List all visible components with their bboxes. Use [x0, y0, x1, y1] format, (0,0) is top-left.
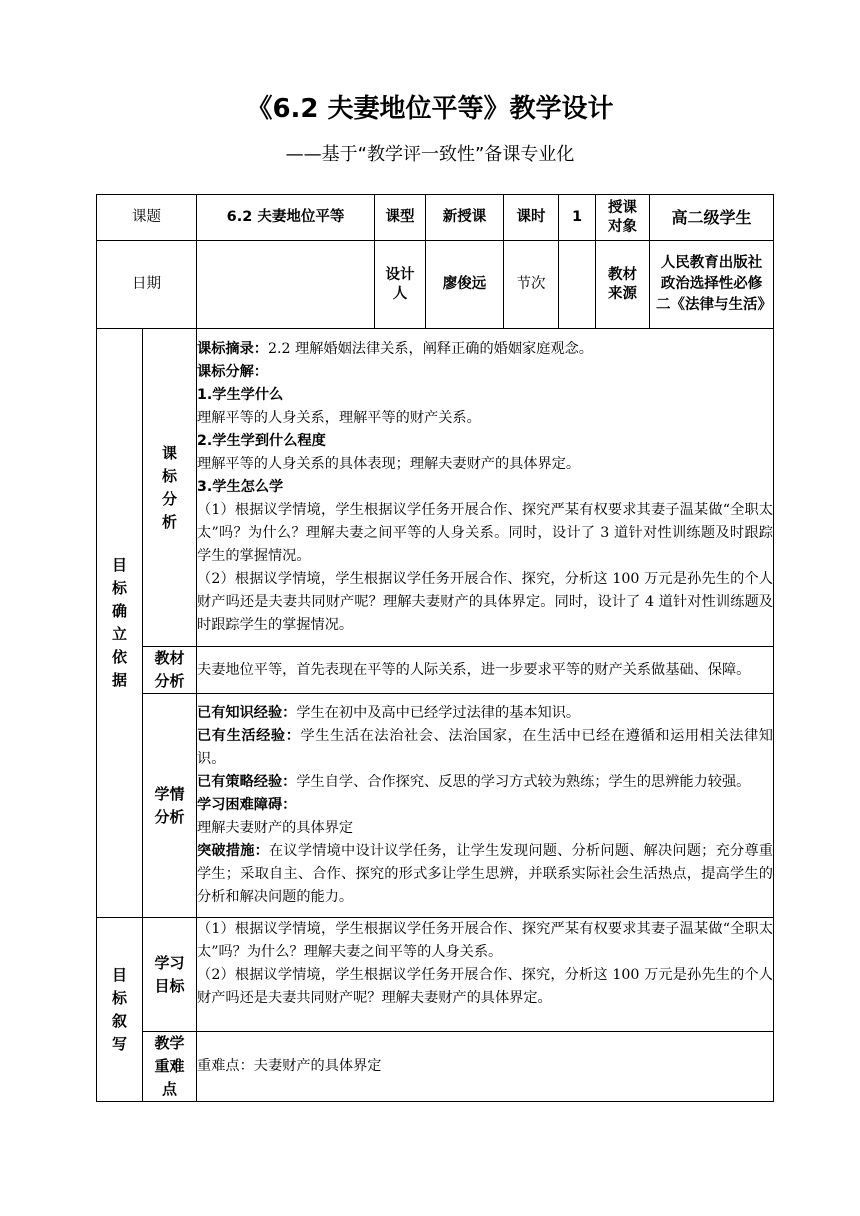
- lesson-design-table: [96, 194, 774, 1102]
- textbook-analysis-label: 教材分析: [154, 649, 185, 690]
- textbook-analysis-text: 夫妻地位平等，首先表现在平等的人际关系，进一步要求平等的财产关系做基础、保障。: [197, 661, 751, 678]
- knowledge-text: 学生在初中及高中已经学过法律的基本知识。: [296, 705, 581, 721]
- objectives-label: 学习目标: [154, 953, 185, 995]
- document-title: 《6.2 夫妻地位平等》教学设计: [246, 94, 614, 124]
- difficulty-text: 理解夫妻财产的具体界定: [197, 820, 354, 836]
- objectives-content: [197, 918, 774, 1032]
- learner-analysis-label: 学情分析: [154, 784, 185, 826]
- curriculum-label-cell: [143, 329, 197, 647]
- difficulty-label: 学习困难障碍：: [197, 797, 297, 813]
- breakdown-text-3: （1）根据议学情境，学生根据议学任务开展合作、探究严某有权要求其妻子温某做“全职太太”吗？为什么？理解夫妻之间平等的人身关系。同时，设计了 3 道针对性训练题及时跟踪学生的掌握情况。: [197, 502, 773, 564]
- breakdown-text-4: （2）根据议学情境，学生根据议学任务开展合作、探究，分析这 100 万元是孙先生的个人财产吗还是夫妻共同财产呢？理解夫妻财产的具体界定。同时，设计了 4 道针对性训练题及时跟踪学生的掌握情况。: [197, 571, 773, 633]
- textbook-source-value: 人民教育出版社政治选择性必修二《法律与生活》: [650, 241, 774, 329]
- session-value: [559, 241, 596, 329]
- type-value: 新授课: [426, 195, 504, 241]
- breakthrough-text: 在议学情境中设计议学任务，让学生发现问题、分析问题、解决问题；充分尊重学生；采取自主、合作、探究的形式多让学生思辨，并联系实际社会生活热点，提高学生的分析和解决问题的能力。: [197, 843, 773, 905]
- goals-section-label: 目标叙写: [111, 965, 127, 1053]
- hours-label: 课时: [504, 195, 559, 241]
- keypoints-label-cell: [143, 1032, 197, 1102]
- breakdown-text-2: 理解平等的人身关系的具体表现；理解夫妻财产的具体界定。: [197, 456, 581, 472]
- breakdown-heading-2: 2.学生学到什么程度: [197, 433, 326, 449]
- goals-section-cell: [97, 918, 143, 1102]
- learner-analysis-content: [197, 694, 774, 918]
- date-value: [197, 241, 375, 329]
- excerpt-label: 课标摘录：: [197, 341, 268, 357]
- breakthrough-label: 突破措施：: [197, 843, 270, 859]
- strategy-text: 学生自学、合作探究、反思的学习方式较为熟练；学生的思辨能力较强。: [296, 774, 751, 790]
- objective-2: （2）根据议学情境，学生根据议学任务开展合作、探究，分析这 100 万元是孙先生的个人财产吗还是夫妻共同财产呢？理解夫妻财产的具体界定。: [197, 967, 773, 1006]
- designer-label: 设计人: [375, 241, 426, 329]
- keypoints-row: [97, 1032, 774, 1102]
- objectives-label-cell: [143, 918, 197, 1032]
- info-row-2: [97, 241, 774, 329]
- curriculum-label: 课标分析: [161, 443, 177, 531]
- audience-value: 高二级学生: [650, 195, 774, 241]
- textbook-analysis-content: [197, 647, 774, 694]
- textbook-analysis-label-cell: [143, 647, 197, 694]
- session-label: 节次: [504, 241, 559, 329]
- textbook-source-label: 教材来源: [596, 241, 650, 329]
- strategy-label: 已有策略经验：: [197, 774, 297, 790]
- designer-value: 廖俊远: [426, 241, 504, 329]
- curriculum-analysis-row: [97, 329, 774, 647]
- topic-value: 6.2 夫妻地位平等: [197, 195, 375, 241]
- breakdown-text-1: 理解平等的人身关系，理解平等的财产关系。: [197, 410, 481, 426]
- breakdown-heading-3: 3.学生怎么学: [197, 479, 284, 495]
- breakdown-heading-1: 1.学生学什么: [197, 387, 284, 403]
- textbook-analysis-row: [97, 647, 774, 694]
- knowledge-label: 已有知识经验：: [197, 705, 297, 721]
- learner-analysis-label-cell: [143, 694, 197, 918]
- objective-1: （1）根据议学情境，学生根据议学任务开展合作、探究严某有权要求其妻子温某做“全职太太”吗？为什么？理解夫妻之间平等的人身关系。: [197, 921, 773, 960]
- breakdown-label: 课标分解：: [197, 364, 268, 380]
- type-label: 课型: [375, 195, 426, 241]
- info-row-1: [97, 195, 774, 241]
- keypoints-text: 重难点：夫妻财产的具体界定: [197, 1058, 382, 1074]
- basis-section-cell: [97, 329, 143, 918]
- life-experience-label: 已有生活经验：: [197, 728, 301, 744]
- topic-label: 课题: [97, 195, 197, 241]
- audience-label: 授课对象: [596, 195, 650, 241]
- learning-objectives-row: [97, 918, 774, 1032]
- document-subtitle: ——基于“教学评一致性”备课专业化: [285, 144, 575, 165]
- hours-value: 1: [559, 195, 596, 241]
- life-experience-text: 学生生活在法治社会、法治国家，在生活中已经在遵循和运用相关法律知识。: [197, 728, 773, 767]
- learner-analysis-row: [97, 694, 774, 918]
- date-label: 日期: [97, 241, 197, 329]
- keypoints-content: [197, 1032, 774, 1102]
- curriculum-content: [197, 329, 774, 647]
- basis-section-label: 目标确立依据: [111, 556, 127, 689]
- excerpt-text: 2.2 理解婚姻法律关系，阐释正确的婚姻家庭观念。: [267, 341, 593, 357]
- keypoints-label: 教学重难点: [154, 1034, 185, 1098]
